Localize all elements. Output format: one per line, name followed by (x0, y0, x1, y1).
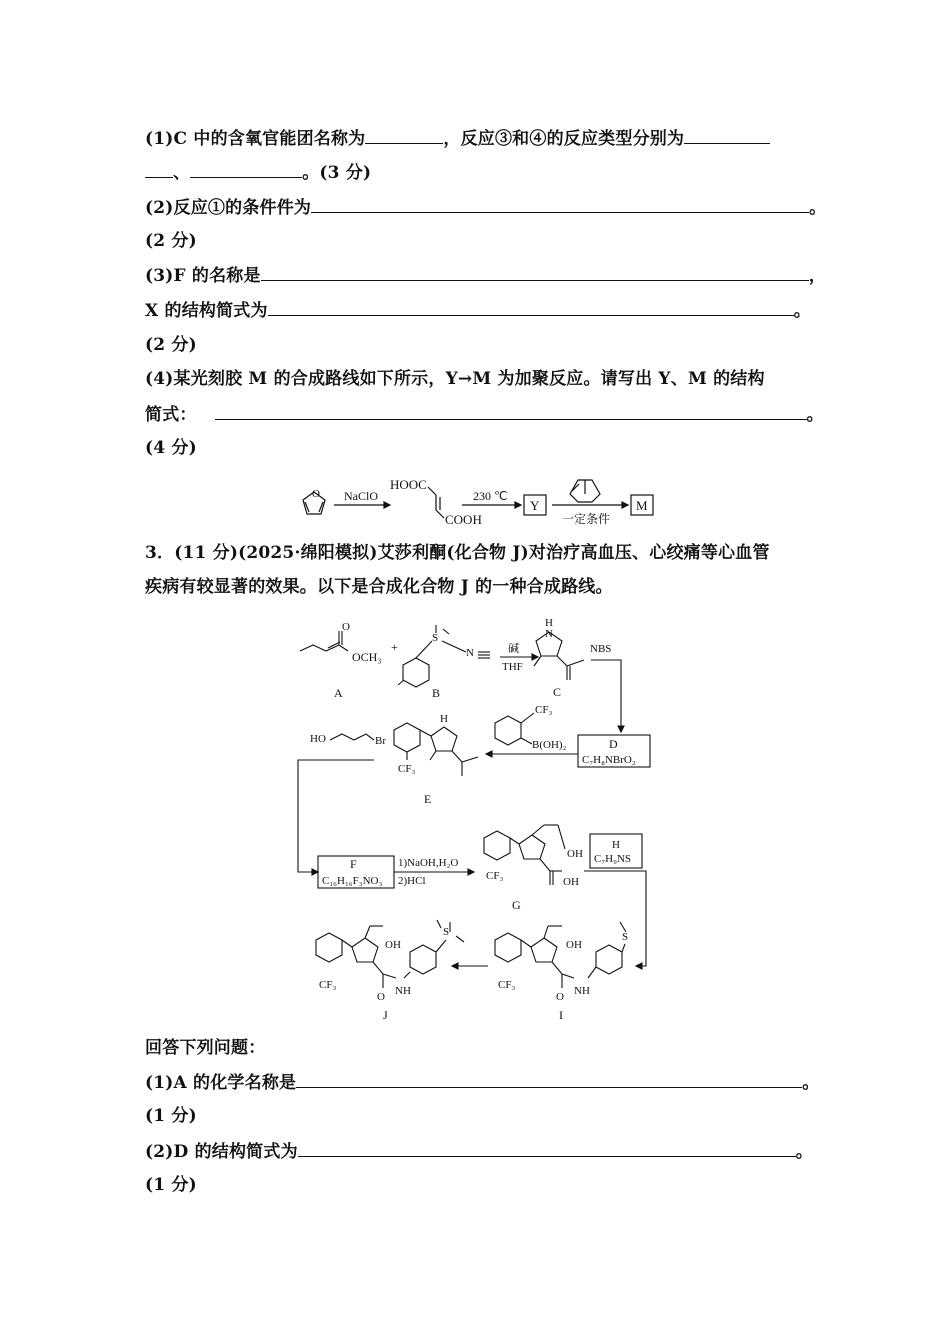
label-y: Y (530, 498, 540, 513)
q1-text-a: (1)C 中的含氧官能团名称为 (145, 129, 366, 149)
j-o: O (377, 991, 385, 1003)
answer-2-score: (1 分) (145, 1175, 197, 1195)
mol-boronic (495, 716, 521, 745)
mol-j-aryl (316, 933, 342, 962)
i-oh: OH (566, 939, 582, 951)
g-cooh: OH (563, 876, 579, 888)
mol-b (403, 658, 429, 687)
label-b: B (432, 686, 441, 700)
q4-text2: 简式： (145, 405, 197, 425)
label-a: A (334, 686, 343, 700)
mol-j-sulfonylaryl (410, 945, 436, 974)
mol-i-thioaryl (596, 945, 622, 974)
cond-base: 碱 (508, 643, 519, 655)
mol-i-aryl (495, 933, 521, 962)
j-s: S (443, 926, 450, 938)
i-cf3: CF₃ (498, 979, 516, 991)
bromo-ho: HO (310, 733, 326, 745)
mol-g-pyrrole (519, 835, 545, 859)
period: 。 (806, 405, 824, 425)
period: 。 (793, 301, 811, 321)
g-cf3: CF₃ (486, 870, 504, 882)
label-g: G (512, 898, 521, 912)
cond-naoh: 1)NaOH,H₂O (398, 857, 459, 869)
label-f: F (350, 857, 357, 871)
c-h: H (545, 617, 553, 629)
j-cf3: CF₃ (319, 979, 337, 991)
label-i: I (559, 1008, 563, 1022)
i-nh: NH (574, 985, 590, 997)
q4-line1: (4)某光刻胶 M 的合成路线如下所示，Y→M 为加聚反应。请写出 Y、M 的结构 (145, 369, 765, 389)
label-j: J (383, 1008, 388, 1022)
cond-230: 230 ℃ (473, 489, 508, 503)
boronic-cf3: CF₃ (535, 704, 553, 716)
q2-text: (2)反应①的条件件为 (145, 198, 312, 218)
label-e: E (424, 792, 432, 806)
p3-line1: 3．(11 分)(2025·绵阳模拟)艾莎利酮(化合物 J)对治疗高血压、心绞痛等心血管 (145, 543, 770, 563)
q3-score: (2 分) (145, 335, 197, 355)
q1-sep: 、 (173, 163, 191, 183)
p3-line2: 疾病有较显著的效果。以下是合成化合物 J 的一种合成路线。 (145, 577, 613, 597)
answer-1 (145, 1071, 819, 1094)
answer-blank[interactable] (296, 1071, 802, 1088)
mol-e-aryl (394, 723, 420, 752)
cond-thf: THF (502, 661, 523, 673)
acid-bottom: COOH (445, 512, 482, 527)
acid-top: HOOC (390, 477, 427, 492)
answer-2 (145, 1140, 813, 1163)
formula-h: C₇H₉NS (594, 853, 632, 865)
q3-text: (3)F 的名称是 (145, 266, 261, 286)
cond-nbs: NBS (590, 643, 612, 655)
q1-text-b: ，反应③和④的反应类型分别为 (443, 129, 685, 149)
plus: + (391, 640, 398, 654)
a-och3: OCH₃ (352, 650, 382, 664)
bromo-br: Br (375, 735, 386, 747)
label-m: M (636, 498, 648, 513)
mol-a (300, 645, 348, 651)
answer-2-text: (2)D 的结构简式为 (145, 1142, 298, 1162)
answer-1-text: (1)A 的化学名称是 (145, 1073, 297, 1093)
cond-ding: 一定条件 (562, 512, 611, 526)
reagent-naclo: NaClO (344, 489, 378, 503)
period: 。 (795, 1142, 813, 1162)
answer-1-score: (1 分) (145, 1106, 197, 1126)
label-h: H (612, 839, 620, 851)
i-s: S (622, 931, 629, 943)
i-o: O (556, 991, 564, 1003)
e-nh: H (440, 713, 448, 725)
b-s: S (432, 632, 439, 644)
mol-e-pyrrole (431, 727, 457, 751)
q3-text2: X 的结构简式为 (145, 301, 268, 321)
e-cf3: CF₃ (398, 763, 416, 775)
furan-o: O (312, 488, 320, 500)
comma: ， (808, 266, 826, 286)
q4-score: (4 分) (145, 438, 197, 458)
mol-j-pyrrole (352, 938, 378, 962)
formula-f: C₁₆H₁₆F₃NO₃ (322, 875, 383, 887)
period: 。 (809, 198, 827, 218)
q1-score: 。(3 分) (302, 163, 372, 183)
a-o: O (342, 621, 350, 633)
j-nh: NH (395, 985, 411, 997)
period: 。 (802, 1073, 820, 1093)
g-oh: OH (567, 848, 583, 860)
mol-i-pyrrole (531, 938, 557, 962)
boronic-boh2: B(OH)₂ (532, 739, 567, 751)
label-c: C (553, 685, 562, 699)
mol-g-aryl (484, 831, 510, 860)
label-d: D (609, 737, 618, 751)
answer-intro: 回答下列问题： (145, 1038, 266, 1058)
q2-score: (2 分) (145, 231, 197, 251)
formula-d: C₇H₈NBrO₂ (582, 754, 636, 766)
c-n: N (545, 628, 553, 640)
b-n: N (466, 647, 474, 659)
cond-hcl: 2)HCl (398, 875, 426, 887)
answer-blank[interactable] (298, 1140, 796, 1157)
j-oh: OH (385, 939, 401, 951)
